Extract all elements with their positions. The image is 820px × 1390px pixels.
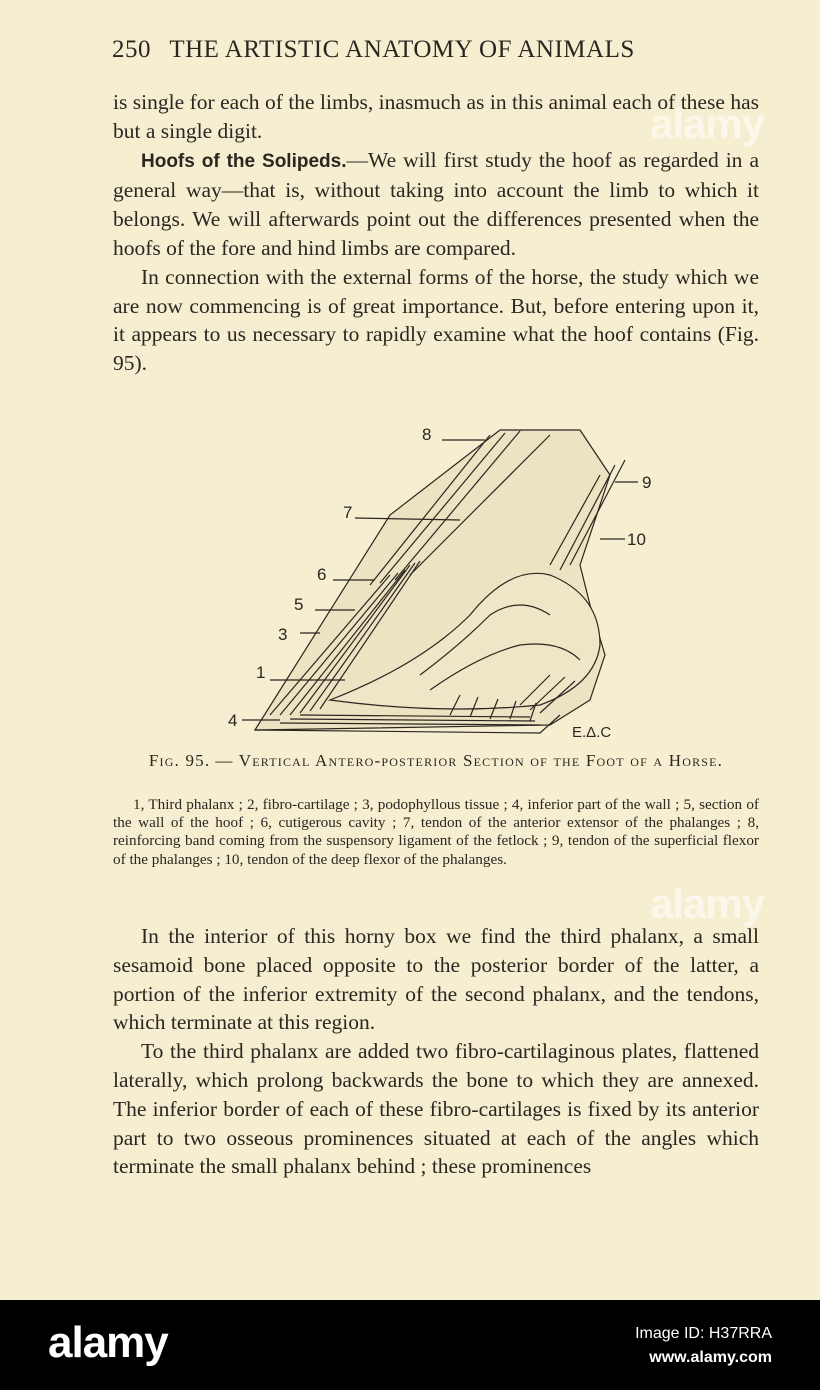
fig-label-10: 10 xyxy=(627,530,646,549)
watermark-bottom: alamy xyxy=(650,880,765,927)
fig-label-5: 5 xyxy=(294,595,304,614)
watermark-top: alamy xyxy=(650,100,765,147)
fig-label-6: 6 xyxy=(317,565,327,584)
page-number: 250 xyxy=(112,36,151,63)
fig-label-8: 8 xyxy=(422,425,432,444)
fig-label-9: 9 xyxy=(642,473,652,492)
running-header xyxy=(112,36,712,64)
hoof-section-illustration xyxy=(220,415,660,745)
stock-footer-bar xyxy=(0,1300,820,1390)
image-id-block xyxy=(635,1322,772,1370)
figure-caption xyxy=(113,752,759,771)
alamy-logo: alamy xyxy=(48,1318,168,1367)
legend-text: 1, Third phalanx ; 2, fibro-cartilage ; 3, podophyllous tissue ; 4, inferior part of the wall ; 5, section of the wall of the hoof ; 6, cutigerous cavity ; 7, tendon of the anterior extensor of the phalanges ; 8, reinforcing band coming from the suspensory ligament of the fetlock ; 9, tendon of the superficial flexor of the phalanges ; 10, tendon of the deep flexor of the phalanges. xyxy=(113,796,759,868)
site-url: www.alamy.com xyxy=(649,1349,772,1366)
figure-legend xyxy=(113,796,759,869)
artist-signature: E.Δ.C xyxy=(572,724,612,741)
fig-label-7: 7 xyxy=(343,503,353,522)
running-title: THE ARTISTIC ANATOMY OF ANIMALS xyxy=(169,36,635,63)
fig-label-3: 3 xyxy=(278,625,288,644)
fig-label-4: 4 xyxy=(228,711,238,730)
paragraph-1: is single for each of the limbs, inasmuch as in this animal each of these has but a single digit. xyxy=(113,90,759,143)
section-heading: Hoofs of the Solipeds. xyxy=(141,150,347,172)
paragraph-3: In connection with the external forms of the horse, the study which we are now commencing is of great importance. But, before entering upon it, it appears to us necessary to rapidly examine what the hoof contains (Fig. 95). xyxy=(113,264,759,376)
text-block-bottom xyxy=(113,922,759,1181)
paragraph-4: In the interior of this horny box we find the third phalanx, a small sesamoid bone placed opposite to the posterior border of the latter, a portion of the inferior extremity of the second phalanx, and the tendons, which terminate at this region. xyxy=(113,924,759,1035)
fig-label-1: 1 xyxy=(256,663,266,682)
image-id: Image ID: H37RRA xyxy=(635,1325,772,1342)
paragraph-2 xyxy=(113,146,759,263)
figure-title: — Vertical Antero-posterior Section of the Foot of a Horse. xyxy=(215,751,724,770)
paragraph-5: To the third phalanx are added two fibro-cartilaginous plates, flattened laterally, which prolong backwards the bone to which they are annexed. The inferior border of each of these fibro-cartilages is fixed by its anterior part to two osseous prominences situated at each of the angles which terminate the small phalanx behind ; these prominences xyxy=(113,1039,759,1179)
paragraph-2-body: —We will first study the hoof as regarded in a general way—that is, without taking into account the limb to which it belongs. We will afterwards point out the differences presented when the hoofs of the fore and hind limbs are compared. xyxy=(113,147,759,260)
figure-number: Fig. 95. xyxy=(148,751,211,770)
